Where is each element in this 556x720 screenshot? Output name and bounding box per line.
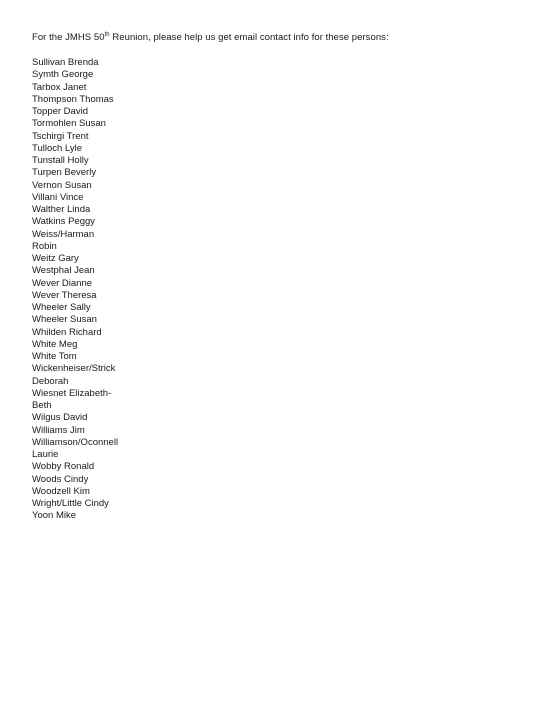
name-list-item: Westphal Jean — [32, 265, 95, 277]
name-list-item: Tormohlen Susan — [32, 118, 106, 130]
name-list-item: Robin — [32, 240, 57, 252]
name-list-item: Wright/Little Cindy — [32, 498, 109, 509]
name-list-item: Topper David — [32, 106, 88, 117]
name-list-item: Sullivan Brenda — [32, 57, 99, 68]
intro-text-start: For the JMHS 50 — [32, 32, 105, 43]
name-list-item: Walther Linda — [32, 204, 91, 215]
name-list-item: Williamson/Oconnell — [32, 436, 119, 448]
name-list-item: Wheeler Susan — [32, 314, 97, 326]
name-list-item: Tulloch Lyle — [32, 142, 82, 154]
name-list-item: Thompson Thomas — [32, 93, 114, 105]
name-list-item: Weitz Gary — [32, 253, 79, 264]
name-list-item: Woodzell Kim — [32, 485, 90, 497]
name-list-item: Deborah — [32, 375, 69, 387]
name-list-item: White Tom — [32, 351, 77, 362]
name-list-item: Wickenheiser/Strick — [32, 363, 116, 375]
name-list-item: Watkins Peggy — [32, 216, 96, 228]
name-list-item: Woods Cindy — [32, 473, 89, 485]
name-list-item: Wever Dianne — [32, 277, 93, 289]
name-list-item: Wever Theresa — [32, 289, 97, 301]
intro-text-end: Reunion, please help us get email contact info for these persons: — [109, 32, 389, 43]
name-list-item: Villani Vince — [32, 191, 84, 203]
name-list-item: Tschirgi Trent — [32, 130, 89, 142]
name-list-item: Wobby Ronald — [32, 461, 95, 473]
name-list-item: Wiesnet Elizabeth- — [32, 387, 112, 399]
name-list-item: Symth George — [32, 69, 94, 81]
name-list-item: Beth — [32, 400, 52, 411]
name-list-item: Tarbox Janet — [32, 81, 87, 93]
intro-text — [32, 32, 389, 44]
name-list-item: Wheeler Sally — [32, 302, 91, 313]
name-list-item: Yoon Mike — [32, 510, 77, 522]
name-list-item: Williams Jim — [32, 424, 85, 436]
name-list-item: Laurie — [32, 449, 59, 460]
name-list-item: White Meg — [32, 338, 78, 350]
name-list-item: Turpen Beverly — [32, 167, 97, 179]
intro-superscript: th — [104, 31, 110, 38]
name-list-item: Tunstall Holly — [32, 155, 89, 166]
name-list-item: Wilgus David — [32, 412, 88, 424]
name-list-item: Vernon Susan — [32, 179, 92, 191]
name-list-item: Whilden Richard — [32, 326, 102, 338]
name-list-item: Weiss/Harman — [32, 228, 95, 240]
name-list — [32, 57, 118, 523]
